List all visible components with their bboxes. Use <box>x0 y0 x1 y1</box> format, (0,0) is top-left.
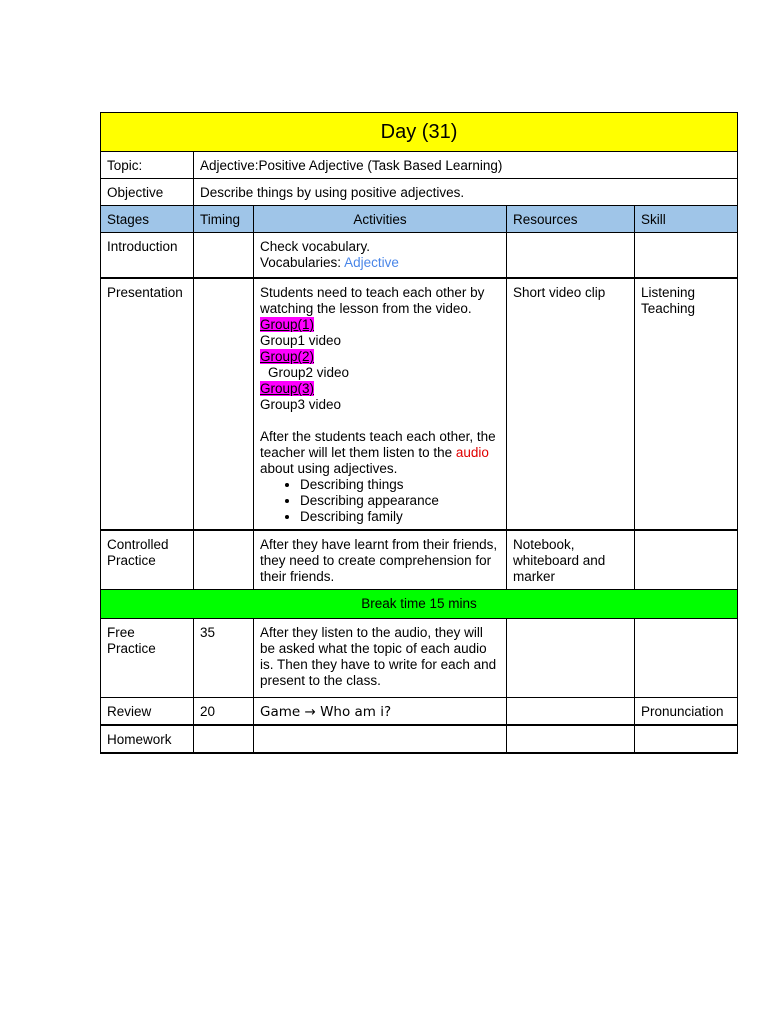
homework-skill <box>635 725 738 753</box>
controlled-resources: Notebook, whiteboard and marker <box>507 530 635 590</box>
introduction-activity <box>254 233 507 279</box>
lesson-plan-table <box>100 112 738 754</box>
header-activities: Activities <box>254 206 507 233</box>
group1-link[interactable]: Group(1) <box>260 317 315 332</box>
introduction-row <box>101 233 738 279</box>
group2-link[interactable]: Group(2) <box>260 349 315 364</box>
adjective-link[interactable]: Adjective <box>344 255 399 270</box>
free-timing: 35 <box>194 619 254 698</box>
after-text-pre: After the students teach each other, the teacher will let them listen to the <box>260 429 496 460</box>
homework-resources <box>507 725 635 753</box>
free-skill <box>635 619 738 698</box>
controlled-skill <box>635 530 738 590</box>
day-title: Day (31) <box>101 113 738 152</box>
list-item: • Describing appearance <box>300 493 500 509</box>
presentation-skill <box>635 278 738 530</box>
topic-row <box>101 152 738 179</box>
skill-teaching: Teaching <box>641 301 696 316</box>
review-stage: Review <box>101 698 194 726</box>
objective-row <box>101 179 738 206</box>
group3-video: Group3 video <box>260 397 342 412</box>
group3-link[interactable]: Group(3) <box>260 381 315 396</box>
presentation-row <box>101 278 738 530</box>
controlled-timing <box>194 530 254 590</box>
presentation-intro: Students need to teach each other by watching the lesson from the video. <box>260 285 485 316</box>
header-skill: Skill <box>635 206 738 233</box>
list-item: • Describing family <box>300 509 500 525</box>
introduction-skill <box>635 233 738 279</box>
presentation-resources: Short video clip <box>507 278 635 530</box>
controlled-stage <box>101 530 194 590</box>
introduction-vocab <box>260 255 500 271</box>
vocab-prefix: Vocabularies: <box>260 255 345 270</box>
title-row <box>101 113 738 152</box>
homework-stage: Homework <box>101 725 194 753</box>
skill-listening: Listening <box>641 285 696 300</box>
break-row <box>101 590 738 619</box>
controlled-row <box>101 530 738 590</box>
break-time: Break time 15 mins <box>101 590 738 619</box>
introduction-line1: Check vocabulary. <box>260 239 371 254</box>
objective-value: Describe things by using positive adjectives. <box>194 179 738 206</box>
review-timing: 20 <box>194 698 254 726</box>
header-row <box>101 206 738 233</box>
presentation-after <box>260 429 500 477</box>
review-activity: Game → Who am i? <box>254 698 507 726</box>
homework-row <box>101 725 738 753</box>
controlled-activity: After they have learnt from their friends, they need to create comprehension for their friends. <box>254 530 507 590</box>
presentation-stage: Presentation <box>101 278 194 530</box>
review-skill: Pronunciation <box>635 698 738 726</box>
topic-label: Topic: <box>101 152 194 179</box>
review-resources <box>507 698 635 726</box>
introduction-stage: Introduction <box>101 233 194 279</box>
free-row <box>101 619 738 698</box>
homework-activity <box>254 725 507 753</box>
list-item: • Describing things <box>300 477 500 493</box>
presentation-activity <box>254 278 507 530</box>
presentation-timing <box>194 278 254 530</box>
after-text-post: about using adjectives. <box>260 461 398 476</box>
homework-timing <box>194 725 254 753</box>
controlled-stage-line1: Controlled <box>107 537 169 552</box>
group2-video: Group2 video <box>268 365 350 380</box>
group1-video: Group1 video <box>260 333 342 348</box>
audio-link[interactable]: audio <box>455 445 489 460</box>
objective-label: Objective <box>101 179 194 206</box>
free-stage-line1: Free <box>107 625 135 640</box>
review-row <box>101 698 738 726</box>
header-resources: Resources <box>507 206 635 233</box>
controlled-stage-line2: Practice <box>107 553 156 568</box>
free-stage-line2: Practice <box>107 641 156 656</box>
free-resources <box>507 619 635 698</box>
introduction-timing <box>194 233 254 279</box>
free-activity: After they listen to the audio, they will be asked what the topic of each audio is. Then they have to write for each and present to the class. <box>254 619 507 698</box>
description-list <box>260 477 500 525</box>
header-stages: Stages <box>101 206 194 233</box>
free-stage <box>101 619 194 698</box>
header-timing: Timing <box>194 206 254 233</box>
topic-value: Adjective:Positive Adjective (Task Based Learning) <box>194 152 738 179</box>
introduction-resources <box>507 233 635 279</box>
